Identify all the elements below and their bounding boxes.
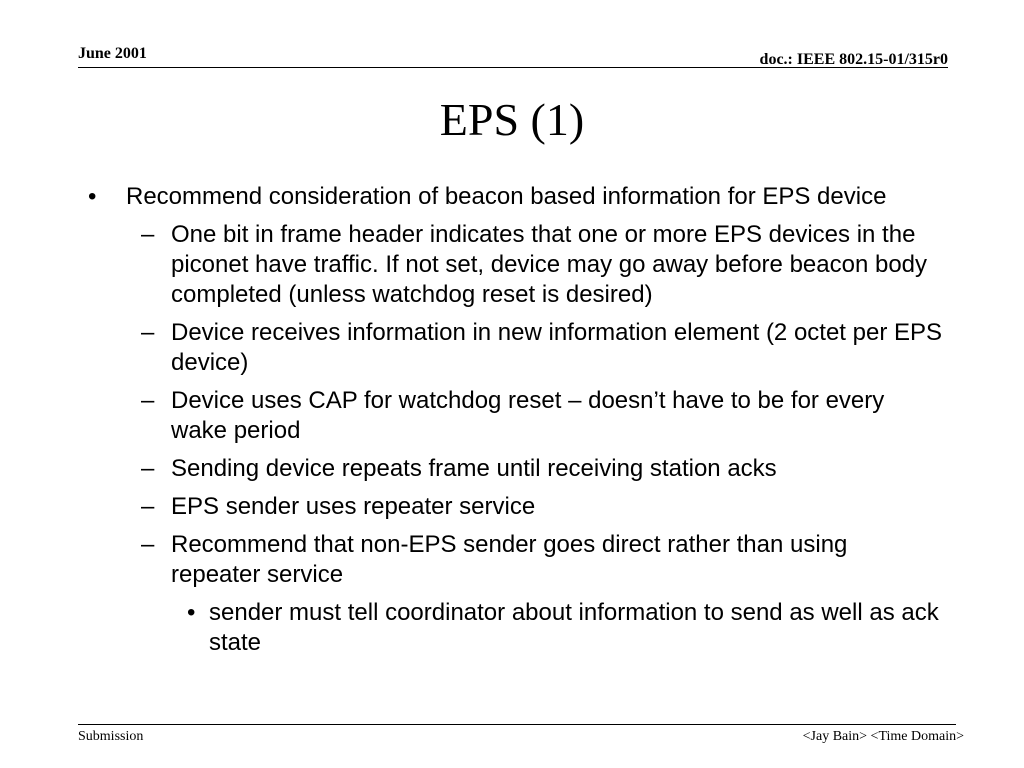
sub-bullet-item [141, 492, 943, 522]
bullet-dot-icon: • [88, 183, 97, 210]
slide-title: EPS (1) [439, 94, 585, 145]
bullet-dash-icon: – [141, 493, 155, 520]
bullet-dash-icon: – [141, 455, 155, 482]
bullet-dot-icon: • [187, 599, 196, 626]
bullet-text: Sending device repeats frame until receiving station acks [171, 455, 777, 482]
sub-bullet-item [141, 318, 943, 378]
bullet-text: EPS sender uses repeater service [171, 493, 536, 520]
sub-sub-bullet-item [187, 598, 944, 658]
footer-author: <Jay Bain> <Time Domain> [802, 729, 964, 744]
footer-submission: Submission [78, 729, 144, 744]
bullet-text: Recommend consideration of beacon based information for EPS device [126, 183, 887, 210]
bullet-text: Device uses CAP for watchdog reset – doesn’t have to be for every wake period [171, 387, 885, 444]
header-doc-id: doc.: IEEE 802.15-01/315r0 [759, 51, 948, 68]
sub-bullet-item [141, 530, 943, 590]
footer-divider [78, 724, 956, 725]
bullet-text: sender must tell coordinator about information to send as well as ack state [209, 599, 939, 656]
header-divider [78, 67, 948, 68]
sub-bullet-item [141, 454, 943, 484]
bullet-dash-icon: – [141, 319, 155, 346]
sub-bullet-item [141, 386, 943, 446]
sub-bullet-item [141, 220, 943, 310]
slide-body [0, 182, 1024, 658]
bullet-text: Recommend that non-EPS sender goes direct rather than using repeater service [171, 531, 848, 588]
bullet-text: One bit in frame header indicates that one or more EPS devices in the piconet have traffic. If not set, device may go away before beacon body completed (unless watchdog reset is desired) [171, 221, 928, 308]
bullet-dash-icon: – [141, 387, 155, 414]
bullet-text: Device receives information in new information element (2 octet per EPS device) [171, 319, 943, 376]
bullet-dash-icon: – [141, 531, 155, 558]
bullet-item [88, 182, 942, 212]
bullet-dash-icon: – [141, 221, 155, 248]
header-date: June 2001 [78, 45, 147, 62]
